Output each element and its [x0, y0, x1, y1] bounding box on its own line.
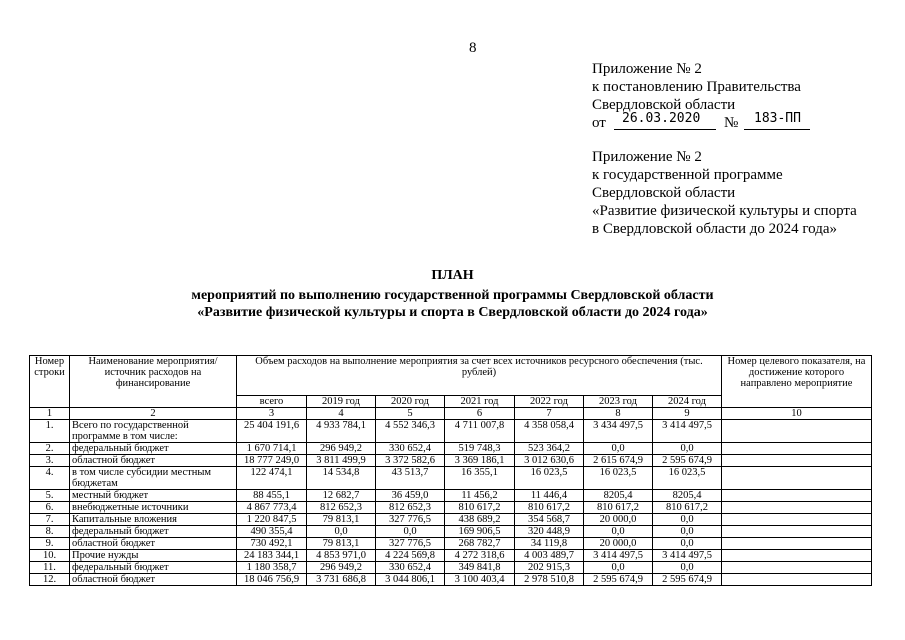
header-total: всего	[237, 396, 307, 408]
row-number-cell: 1.	[30, 420, 70, 443]
y2023-cell: 8205,4	[584, 490, 653, 502]
y2023-cell: 16 023,5	[584, 467, 653, 490]
target-cell	[722, 420, 872, 443]
row-name-cell: Капитальные вложения	[70, 514, 237, 526]
total-cell: 24 183 344,1	[237, 550, 307, 562]
y2022-cell: 320 448,9	[515, 526, 584, 538]
table-row	[30, 490, 872, 502]
y2023-cell: 20 000,0	[584, 538, 653, 550]
table-row	[30, 455, 872, 467]
total-cell: 1 220 847,5	[237, 514, 307, 526]
total-cell: 88 455,1	[237, 490, 307, 502]
signature-line	[592, 111, 801, 132]
y2022-cell: 2 978 510,8	[515, 574, 584, 586]
appendix-resolution	[592, 60, 801, 132]
appendix-line: Приложение № 2	[592, 61, 702, 77]
header-2024: 2024 год	[653, 396, 722, 408]
y2023-cell: 3 414 497,5	[584, 550, 653, 562]
row-number-cell: 4.	[30, 467, 70, 490]
appendix-line: к государственной программе	[592, 167, 783, 183]
y2022-cell: 16 023,5	[515, 467, 584, 490]
plan-title: ПЛАН	[431, 268, 474, 283]
row-number-cell: 12.	[30, 574, 70, 586]
y2021-cell: 268 782,7	[445, 538, 515, 550]
table-header-row	[30, 356, 872, 396]
from-label: от	[592, 115, 606, 131]
target-cell	[722, 455, 872, 467]
header-2021: 2021 год	[445, 396, 515, 408]
y2023-cell: 0,0	[584, 526, 653, 538]
resolution-date: 26.03.2020	[622, 111, 701, 126]
row-name-cell: областной бюджет	[70, 538, 237, 550]
row-number-cell: 6.	[30, 502, 70, 514]
y2022-cell: 4 358 058,4	[515, 420, 584, 443]
y2019-cell: 812 652,3	[307, 502, 376, 514]
row-name-cell: местный бюджет	[70, 490, 237, 502]
y2021-cell: 519 748,3	[445, 443, 515, 455]
y2020-cell: 327 776,5	[376, 514, 445, 526]
y2019-cell: 79 813,1	[307, 538, 376, 550]
header-2023: 2023 год	[584, 396, 653, 408]
row-name-cell: федеральный бюджет	[70, 443, 237, 455]
total-cell: 4 867 773,4	[237, 502, 307, 514]
row-number-cell: 7.	[30, 514, 70, 526]
total-cell: 122 474,1	[237, 467, 307, 490]
row-number-cell: 2.	[30, 443, 70, 455]
column-number: 2	[70, 408, 237, 420]
plan-program-name: «Развитие физической культуры и спорта в Свердловской области до 2024 года»	[197, 305, 708, 320]
target-cell	[722, 550, 872, 562]
row-name-cell: областной бюджет	[70, 574, 237, 586]
resolution-number: 183-ПП	[754, 111, 801, 126]
y2023-cell: 20 000,0	[584, 514, 653, 526]
table-row	[30, 550, 872, 562]
y2020-cell: 36 459,0	[376, 490, 445, 502]
appendix-program	[592, 148, 857, 238]
row-name-cell: областной бюджет	[70, 455, 237, 467]
y2019-cell: 12 682,7	[307, 490, 376, 502]
header-2019: 2019 год	[307, 396, 376, 408]
row-name-cell: федеральный бюджет	[70, 526, 237, 538]
y2024-cell: 0,0	[653, 562, 722, 574]
y2020-cell: 327 776,5	[376, 538, 445, 550]
number-underline	[744, 129, 810, 130]
table-row	[30, 538, 872, 550]
y2024-cell: 8205,4	[653, 490, 722, 502]
table-row	[30, 574, 872, 586]
y2024-cell: 16 023,5	[653, 467, 722, 490]
row-number-cell: 10.	[30, 550, 70, 562]
column-number: 5	[376, 408, 445, 420]
y2021-cell: 810 617,2	[445, 502, 515, 514]
y2021-cell: 3 369 186,1	[445, 455, 515, 467]
y2021-cell: 4 272 318,6	[445, 550, 515, 562]
table-row	[30, 420, 872, 443]
target-cell	[722, 467, 872, 490]
y2024-cell: 3 414 497,5	[653, 550, 722, 562]
y2023-cell: 0,0	[584, 443, 653, 455]
y2024-cell: 0,0	[653, 514, 722, 526]
total-cell: 1 180 358,7	[237, 562, 307, 574]
total-cell: 18 777 249,0	[237, 455, 307, 467]
y2023-cell: 810 617,2	[584, 502, 653, 514]
header-2022: 2022 год	[515, 396, 584, 408]
plan-subtitle: мероприятий по выполнению государственной программы Свердловской области	[191, 288, 714, 303]
y2022-cell: 354 568,7	[515, 514, 584, 526]
header-name: Наименование мероприятия/ источник расходов на финансирование	[70, 356, 237, 408]
row-name-cell: Всего по государственной программе в том числе:	[70, 420, 237, 443]
y2019-cell: 3 731 686,8	[307, 574, 376, 586]
y2020-cell: 43 513,7	[376, 467, 445, 490]
y2021-cell: 4 711 007,8	[445, 420, 515, 443]
y2022-cell: 810 617,2	[515, 502, 584, 514]
target-cell	[722, 538, 872, 550]
y2019-cell: 79 813,1	[307, 514, 376, 526]
column-number: 1	[30, 408, 70, 420]
y2020-cell: 330 652,4	[376, 443, 445, 455]
y2020-cell: 4 224 569,8	[376, 550, 445, 562]
column-number: 9	[653, 408, 722, 420]
y2021-cell: 169 906,5	[445, 526, 515, 538]
table-row	[30, 562, 872, 574]
column-number: 4	[307, 408, 376, 420]
row-name-cell: федеральный бюджет	[70, 562, 237, 574]
y2019-cell: 296 949,2	[307, 443, 376, 455]
row-number-cell: 5.	[30, 490, 70, 502]
page-number: 8	[469, 40, 477, 56]
date-underline	[614, 129, 716, 130]
y2023-cell: 3 434 497,5	[584, 420, 653, 443]
row-name-cell: внебюджетные источники	[70, 502, 237, 514]
y2022-cell: 34 119,8	[515, 538, 584, 550]
y2022-cell: 11 446,4	[515, 490, 584, 502]
appendix-line: Свердловской области	[592, 185, 736, 201]
y2021-cell: 349 841,8	[445, 562, 515, 574]
header-row-number: Номер строки	[30, 356, 70, 408]
y2021-cell: 16 355,1	[445, 467, 515, 490]
column-number: 3	[237, 408, 307, 420]
target-cell	[722, 574, 872, 586]
target-cell	[722, 490, 872, 502]
y2023-cell: 0,0	[584, 562, 653, 574]
table-row	[30, 502, 872, 514]
number-label: №	[724, 115, 739, 131]
y2020-cell: 330 652,4	[376, 562, 445, 574]
column-number: 8	[584, 408, 653, 420]
total-cell: 730 492,1	[237, 538, 307, 550]
y2020-cell: 812 652,3	[376, 502, 445, 514]
row-number-cell: 11.	[30, 562, 70, 574]
y2022-cell: 3 012 630,6	[515, 455, 584, 467]
y2023-cell: 2 615 674,9	[584, 455, 653, 467]
appendix-line: к постановлению Правительства	[592, 79, 801, 95]
row-number-cell: 3.	[30, 455, 70, 467]
y2020-cell: 0,0	[376, 526, 445, 538]
y2019-cell: 296 949,2	[307, 562, 376, 574]
y2021-cell: 438 689,2	[445, 514, 515, 526]
y2024-cell: 810 617,2	[653, 502, 722, 514]
total-cell: 18 046 756,9	[237, 574, 307, 586]
row-name-cell: Прочие нужды	[70, 550, 237, 562]
y2024-cell: 0,0	[653, 526, 722, 538]
row-number-cell: 9.	[30, 538, 70, 550]
y2023-cell: 2 595 674,9	[584, 574, 653, 586]
plan-table	[29, 355, 872, 586]
y2024-cell: 0,0	[653, 538, 722, 550]
y2024-cell: 3 414 497,5	[653, 420, 722, 443]
total-cell: 25 404 191,6	[237, 420, 307, 443]
y2022-cell: 202 915,3	[515, 562, 584, 574]
table-row	[30, 526, 872, 538]
target-cell	[722, 443, 872, 455]
column-number: 6	[445, 408, 515, 420]
y2021-cell: 11 456,2	[445, 490, 515, 502]
y2020-cell: 4 552 346,3	[376, 420, 445, 443]
column-numbers-row	[30, 408, 872, 420]
row-name-cell: в том числе субсидии местным бюджетам	[70, 467, 237, 490]
y2022-cell: 4 003 489,7	[515, 550, 584, 562]
y2020-cell: 3 044 806,1	[376, 574, 445, 586]
header-volume: Объем расходов на выполнение мероприятия за счет всех источников ресурсного обеспечения (тыс. рублей)	[237, 356, 722, 396]
y2020-cell: 3 372 582,6	[376, 455, 445, 467]
y2024-cell: 2 595 674,9	[653, 455, 722, 467]
header-target: Номер целевого показателя, на достижение которого направлено мероприятие	[722, 356, 872, 408]
y2021-cell: 3 100 403,4	[445, 574, 515, 586]
column-number: 7	[515, 408, 584, 420]
y2019-cell: 4 933 784,1	[307, 420, 376, 443]
appendix-line: Свердловской области	[592, 97, 736, 113]
appendix-line: «Развитие физической культуры и спорта	[592, 203, 857, 219]
y2022-cell: 523 364,2	[515, 443, 584, 455]
y2019-cell: 3 811 499,9	[307, 455, 376, 467]
y2024-cell: 0,0	[653, 443, 722, 455]
total-cell: 1 670 714,1	[237, 443, 307, 455]
target-cell	[722, 502, 872, 514]
target-cell	[722, 562, 872, 574]
y2019-cell: 0,0	[307, 526, 376, 538]
target-cell	[722, 526, 872, 538]
total-cell: 490 355,4	[237, 526, 307, 538]
table-row	[30, 514, 872, 526]
y2024-cell: 2 595 674,9	[653, 574, 722, 586]
table-row	[30, 467, 872, 490]
table-row	[30, 443, 872, 455]
row-number-cell: 8.	[30, 526, 70, 538]
y2019-cell: 4 853 971,0	[307, 550, 376, 562]
target-cell	[722, 514, 872, 526]
y2019-cell: 14 534,8	[307, 467, 376, 490]
header-2020: 2020 год	[376, 396, 445, 408]
appendix-line: Приложение № 2	[592, 149, 702, 165]
column-number: 10	[722, 408, 872, 420]
appendix-line: в Свердловской области до 2024 года»	[592, 221, 838, 237]
